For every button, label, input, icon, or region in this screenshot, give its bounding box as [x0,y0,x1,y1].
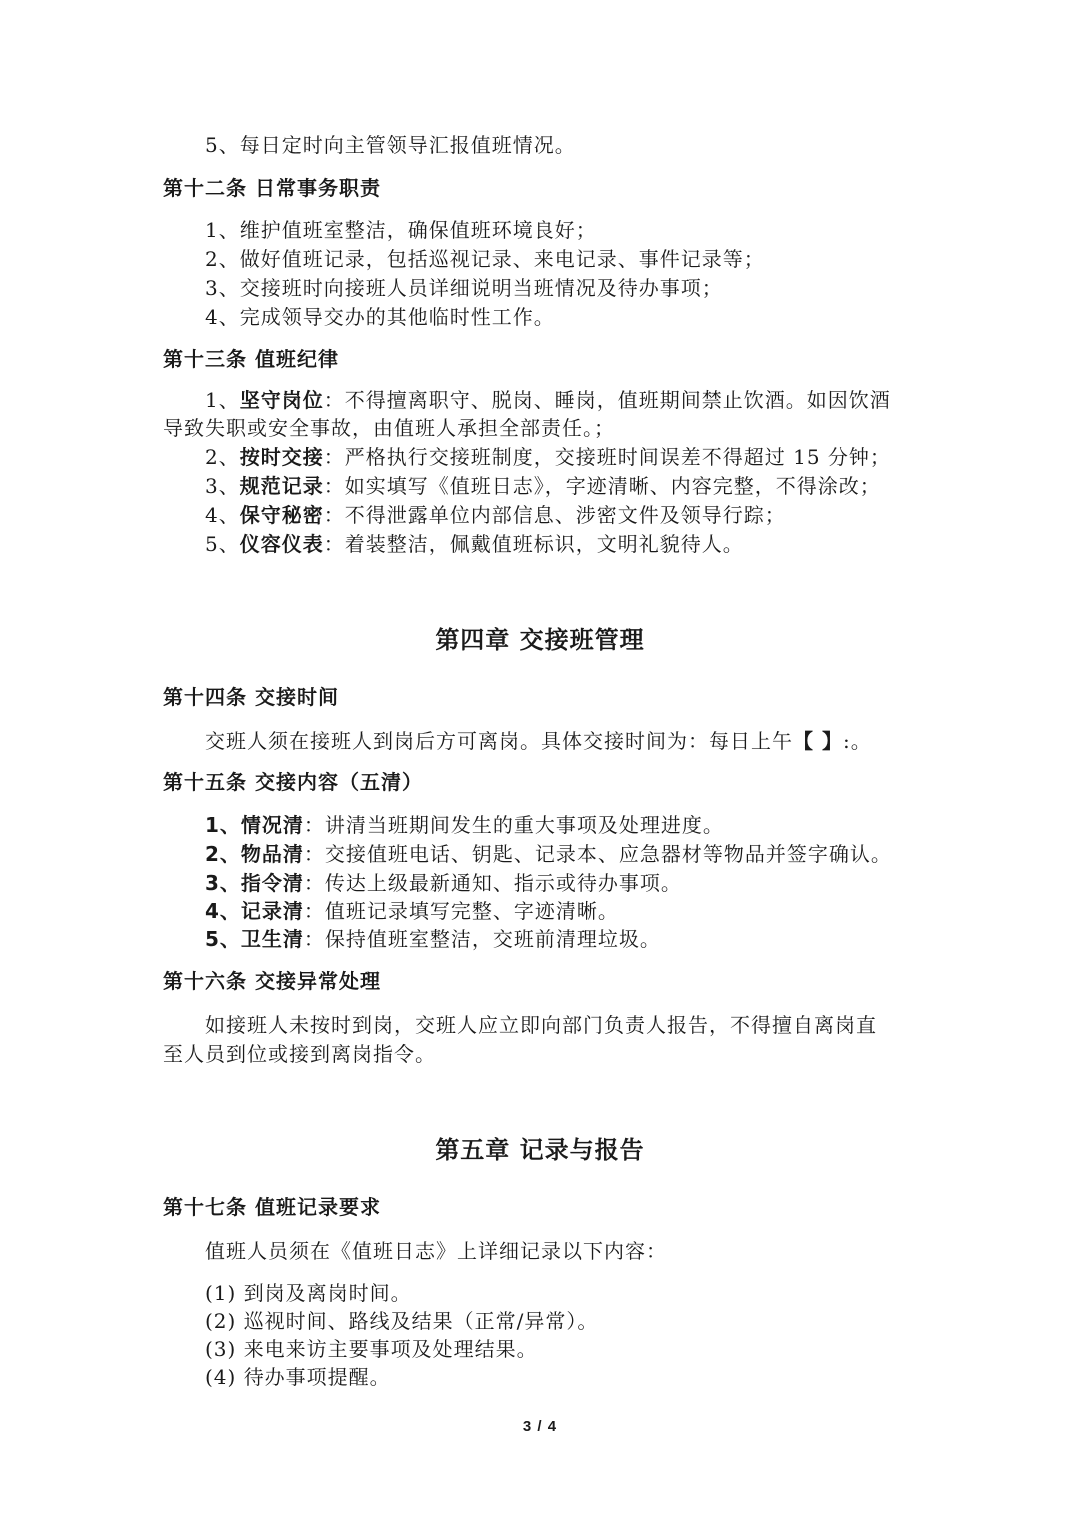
article-13-item-5 [205,530,744,558]
article-15-item-2 [205,840,892,868]
article-12-item-4: 4、完成领导交办的其他临时性工作。 [205,305,555,329]
item-keyword: 物品清 [240,842,304,866]
item-text: ：如实填写《值班日志》，字迹清晰、内容完整，不得涂改； [323,474,881,498]
item-text: ：着装整洁，佩戴值班标识，文明礼貌待人。 [323,532,744,556]
article-17-item-3: (3) 来电来访主要事项及处理结果。 [205,1337,538,1361]
article-15-item-3 [205,869,682,897]
article-17-item-1: (1) 到岗及离岗时间。 [205,1281,412,1305]
article-17-text: 值班人员须在《值班日志》上详细记录以下内容： [205,1239,667,1263]
item-text: ：讲清当班期间发生的重大事项及处理进度。 [303,813,724,837]
article-14-title: 第十四条 交接时间 [163,685,339,709]
item-keyword: 仪容仪表 [239,532,324,556]
page-number: 3 / 4 [522,1418,558,1435]
item-text: ：严格执行交接班制度，交接班时间误差不得超过 15 分钟； [323,445,891,469]
article-15-item-4 [205,897,619,925]
article-12-title: 第十二条 日常事务职责 [163,176,381,200]
item-text: ：不得擅离职守、脱岗、睡岗，值班期间禁止饮酒。如因饮酒 [323,388,891,412]
item-number: 2、 [205,842,241,866]
item-keyword: 保守秘密 [239,503,324,527]
article-13-item-1 [205,386,891,414]
article-13-item-3 [205,472,881,500]
article-16-title: 第十六条 交接异常处理 [163,969,381,993]
item-number: 5、 [205,532,240,556]
item-number: 3、 [205,474,240,498]
article-15-item-5 [205,925,661,953]
article-12-item-2: 2、做好值班记录，包括巡视记录、来电记录、事件记录等； [205,247,765,271]
item-text: ：值班记录填写完整、字迹清晰。 [303,899,619,923]
item-text: ：传达上级最新通知、指示或待办事项。 [303,871,682,895]
item-number: 5、 [205,927,241,951]
article-15-item-1 [205,811,724,839]
article-11-item-5: 5、每日定时向主管领导汇报值班情况。 [205,133,576,157]
item-number: 3、 [205,871,241,895]
text-pre: 交班人须在接班人到岗后方可离岗。具体交接时间为：每日上午 [205,729,793,753]
article-13-title: 第十三条 值班纪律 [163,347,339,371]
article-16-text-line-1: 如接班人未按时到岗，交班人应立即向部门负责人报告，不得擅自离岗直 [205,1013,877,1037]
article-12-item-1: 1、维护值班室整洁，确保值班环境良好； [205,218,597,242]
item-text: ：不得泄露单位内部信息、涉密文件及领导行踪； [323,503,786,527]
item-keyword: 指令清 [240,871,304,895]
article-16-text-line-2: 至人员到位或接到离岗指令。 [163,1042,436,1066]
item-keyword: 卫生清 [240,927,304,951]
article-17-item-4: (4) 待办事项提醒。 [205,1365,391,1389]
item-keyword: 规范记录 [239,474,324,498]
article-13-item-4 [205,501,786,529]
article-13-item-2 [205,443,891,471]
item-keyword: 按时交接 [239,445,324,469]
item-text: ：保持值班室整洁，交班前清理垃圾。 [303,927,661,951]
article-17-title: 第十七条 值班记录要求 [163,1195,381,1219]
article-12-item-3: 3、交接班时向接班人员详细说明当班情况及待办事项； [205,276,723,300]
text-post: :。 [842,729,872,753]
item-keyword: 记录清 [240,899,304,923]
item-number: 4、 [205,899,241,923]
item-keyword: 情况清 [240,813,304,837]
article-14-text [205,727,872,755]
time-blank: 【 】 [793,729,843,753]
chapter-4-title: 第四章 交接班管理 [435,626,645,654]
item-text: ：交接值班电话、钥匙、记录本、应急器材等物品并签字确认。 [303,842,892,866]
item-number: 4、 [205,503,240,527]
item-number: 1、 [205,388,240,412]
article-17-item-2: (2) 巡视时间、路线及结果（正常/异常）。 [205,1309,599,1333]
item-number: 1、 [205,813,241,837]
article-13-item-1-continuation: 导致失职或安全事故，由值班人承担全部责任。； [163,416,615,440]
item-number: 2、 [205,445,240,469]
article-15-title: 第十五条 交接内容（五清） [163,770,423,794]
item-keyword: 坚守岗位 [239,388,324,412]
chapter-5-title: 第五章 记录与报告 [435,1136,645,1164]
